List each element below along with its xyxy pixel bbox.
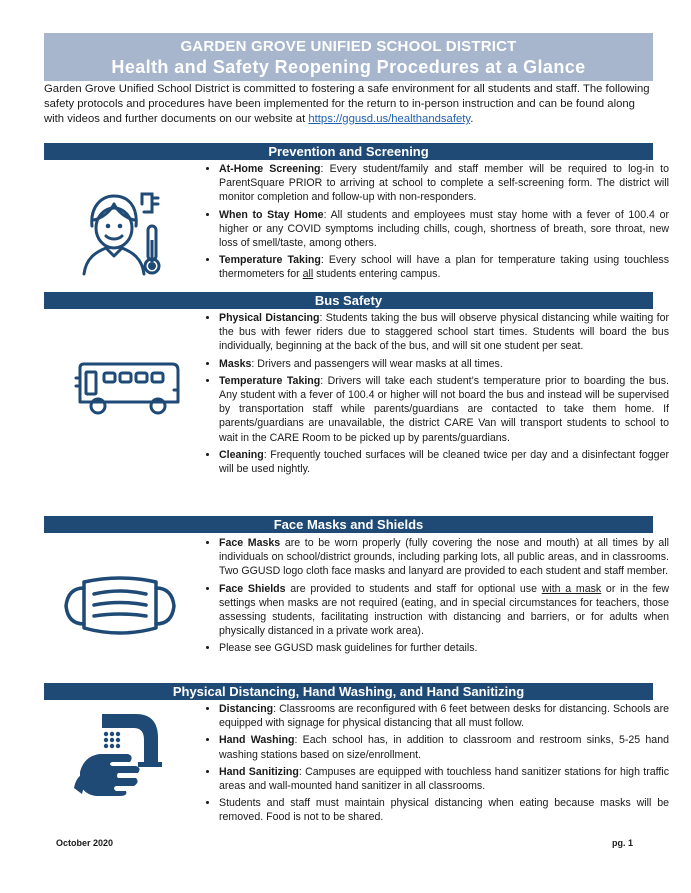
list-item: • Face Shields are provided to students and staff for optional use with a mask or in the few settings when masks are not required (eating, and in special circumstances for teachers, those assessing students, facilitating instruction with distancing and barriers, or for adults when physically distanced in a private work area). <box>219 582 669 639</box>
face-masks-list <box>203 536 669 659</box>
list-item: • Temperature Taking: Drivers will take each student’s temperature prior to boarding the bus. Any student with a fever of 100.4 or higher will not board the bus and instead will be supervised by transportation staff while parents/guardians are contacted to take them home. If parents/guardians are unavailable, the district CARE Van will transport students to school to wait in the CARE Room to be picked up by parents/guardians. <box>219 374 669 445</box>
bus-icon <box>74 358 182 418</box>
list-item: • Face Masks are to be worn properly (fully covering the nose and mouth) at all times by all individuals on school/district grounds, including parking lots, all public areas, and in classrooms. Two GGUSD logo cloth face masks and lanyard are provided to each student and staff member. <box>219 536 669 579</box>
website-link[interactable]: https://ggusd.us/healthandsafety <box>308 113 471 125</box>
district-name: GARDEN GROVE UNIFIED SCHOOL DISTRICT <box>180 38 517 55</box>
page-number: pg. 1 <box>612 838 634 848</box>
intro-end: . <box>470 113 474 125</box>
list-item: • Please see GGUSD mask guidelines for further details. <box>219 641 669 655</box>
section-header-distancing: Physical Distancing, Hand Washing, and Hand Sanitizing <box>44 683 653 700</box>
section-header-face-masks: Face Masks and Shields <box>44 516 653 533</box>
list-item: • Hand Sanitizing: Campuses are equipped with touchless hand sanitizer stations for high traffic areas and wall-mounted hand sanitizer in all classrooms. <box>219 765 669 793</box>
hand-washing-icon <box>72 706 172 798</box>
footer-date: October 2020 <box>56 838 114 848</box>
list-item: • When to Stay Home: All students and employees must stay home with a fever of 100.4 or higher or any COVID symptoms including chills, cough, shortness of breath, sore throat, new loss of smell/taste, among others. <box>219 208 669 251</box>
list-item: • Physical Distancing: Students taking the bus will observe physical distancing while waiting for the bus with fewer riders due to staggered school start times. Students will board the bus individually, beginning at the back of the bus, and will sit one student per seat. <box>219 311 669 354</box>
section-header-bus-safety: Bus Safety <box>44 292 653 309</box>
list-item: • Temperature Taking: Every school will have a plan for temperature taking using touchless thermometers for all students entering campus. <box>219 253 669 281</box>
document-header <box>44 33 653 81</box>
list-item: • Cleaning: Frequently touched surfaces will be cleaned twice per day and a disinfectant fogger will be used nightly. <box>219 448 669 476</box>
list-item: • At-Home Screening: Every student/family and staff member will be required to log-in to ParentSquare PRIOR to arriving at school to complete a self-screening form. The district will monitor completion and follow-up with non-responders. <box>219 162 669 205</box>
section-header-prevention: Prevention and Screening <box>44 143 653 160</box>
list-item: • Distancing: Classrooms are reconfigured with 6 feet between desks for distancing. Schools are equipped with signage for physical distancing that all must follow. <box>219 702 669 730</box>
prevention-list <box>203 162 669 285</box>
list-item: • Students and staff must maintain physical distancing when eating because masks will be removed. Food is not to be shared. <box>219 796 669 824</box>
list-item: • Hand Washing: Each school has, in addition to classroom and restroom sinks, 5-25 hand washing stations based on size/enrollment. <box>219 733 669 761</box>
list-item: • Masks: Drivers and passengers will wear masks at all times. <box>219 357 669 371</box>
person-thermometer-icon <box>80 190 170 278</box>
document-title: Health and Safety Reopening Procedures at a Glance <box>111 57 586 77</box>
intro-paragraph <box>44 82 655 127</box>
distancing-list <box>203 702 669 828</box>
intro-text: Garden Grove Unified School District is committed to fostering a safe environment for all students and staff. The following safety protocols and procedures have been implemented for the return to in-person instruction and can be found along with videos and further documents on our website at <box>44 83 650 125</box>
bus-safety-list <box>203 311 669 479</box>
face-mask-icon <box>58 572 182 640</box>
